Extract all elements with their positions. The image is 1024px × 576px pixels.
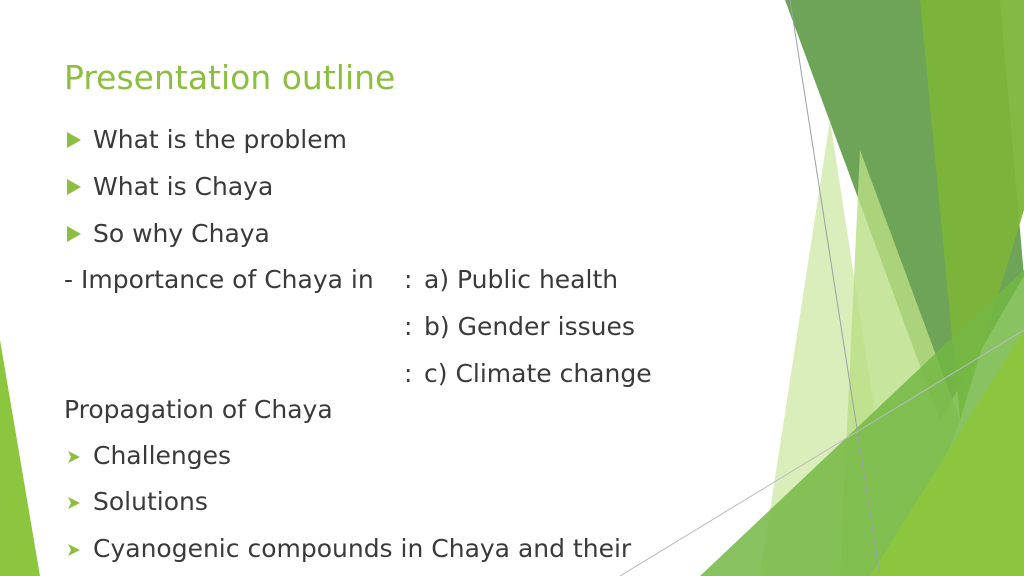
filled-triangle-right-icon [64,218,86,250]
importance-item: c) Climate change [424,359,652,388]
filled-triangle-right-icon [64,171,86,203]
importance-separator: : [404,265,413,294]
bullet-text: Solutions [93,487,208,516]
arrowhead-right-icon [64,533,86,565]
bullet-text: What is Chaya [93,172,274,201]
propagation-heading: Propagation of Chaya [64,395,333,424]
slide-title: Presentation outline [64,58,396,97]
importance-separator: : [404,359,413,388]
left-edge-sliver [0,340,40,576]
slide-body [64,0,744,576]
filled-triangle-right-icon [64,124,86,156]
importance-item: b) Gender issues [424,312,635,341]
bullet-text: So why Chaya [93,219,270,248]
bullet-text: Cyanogenic compounds in Chaya and their [93,534,632,563]
importance-row-public-health [64,264,744,296]
arrowhead-right-icon [64,486,86,518]
bullet-text: Challenges [93,441,232,470]
importance-separator: : [404,312,413,341]
importance-label: - Importance of Chaya in [64,265,374,294]
bullet-text: What is the problem [93,125,347,154]
importance-item: a) Public health [424,265,619,294]
arrowhead-right-icon [64,440,86,472]
